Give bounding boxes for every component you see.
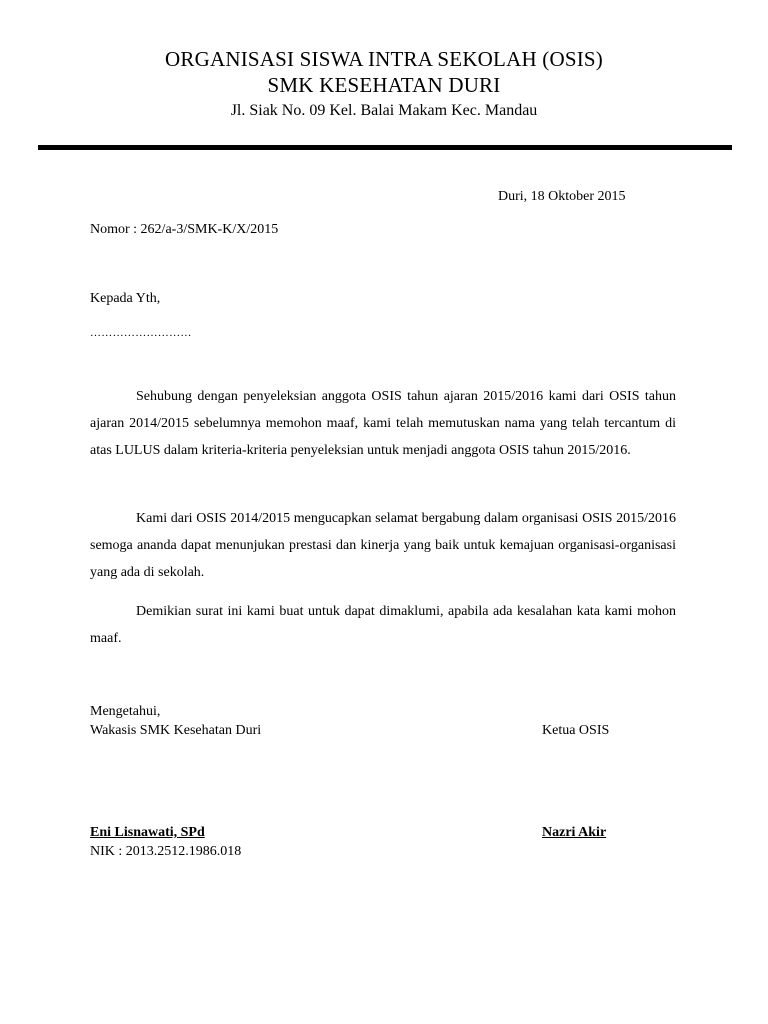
left-signatory-name: Eni Lisnawati, SPd <box>90 825 205 840</box>
body-paragraph-1: Sehubung dengan penyeleksian anggota OSIS tahun ajaran 2015/2016 kami dari OSIS tahun ajaran 2014/2015 sebelumnya memohon maaf, kami telah memutuskan nama yang telah tercantum di atas LULUS dalam kriteria-kriteria penyeleksian untuk menjadi anggota OSIS tahun 2015/2016. <box>90 389 676 458</box>
acknowledged-label: Mengetahui, <box>90 704 161 719</box>
recipient-placeholder: ……………………… <box>90 327 192 339</box>
school-name: SMK KESEHATAN DURI <box>267 73 501 97</box>
organization-name: ORGANISASI SISWA INTRA SEKOLAH (OSIS) <box>165 47 603 71</box>
left-signatory-nik: NIK : 2013.2512.1986.018 <box>90 844 242 859</box>
letter-date: Duri, 18 Oktober 2015 <box>498 189 626 204</box>
recipient-salutation: Kepada Yth, <box>90 291 161 306</box>
right-signatory-title: Ketua OSIS <box>542 723 610 738</box>
letter-number: Nomor : 262/a-3/SMK-K/X/2015 <box>90 222 279 237</box>
letterhead <box>0 46 768 122</box>
left-signatory-title: Wakasis SMK Kesehatan Duri <box>90 723 262 738</box>
letterhead-divider <box>38 145 732 150</box>
right-signatory-name: Nazri Akir <box>542 825 607 840</box>
school-address: Jl. Siak No. 09 Kel. Balai Makam Kec. Mandau <box>230 102 538 119</box>
body-paragraph-2: Kami dari OSIS 2014/2015 mengucapkan selamat bergabung dalam organisasi OSIS 2015/2016 semoga ananda dapat menunjukan prestasi dan kinerja yang baik untuk kemajuan organisasi-organisasi yang ada di sekolah. <box>90 511 676 580</box>
body-paragraph-3: Demikian surat ini kami buat untuk dapat dimaklumi, apabila ada kesalahan kata kami mohon maaf. <box>90 604 676 646</box>
